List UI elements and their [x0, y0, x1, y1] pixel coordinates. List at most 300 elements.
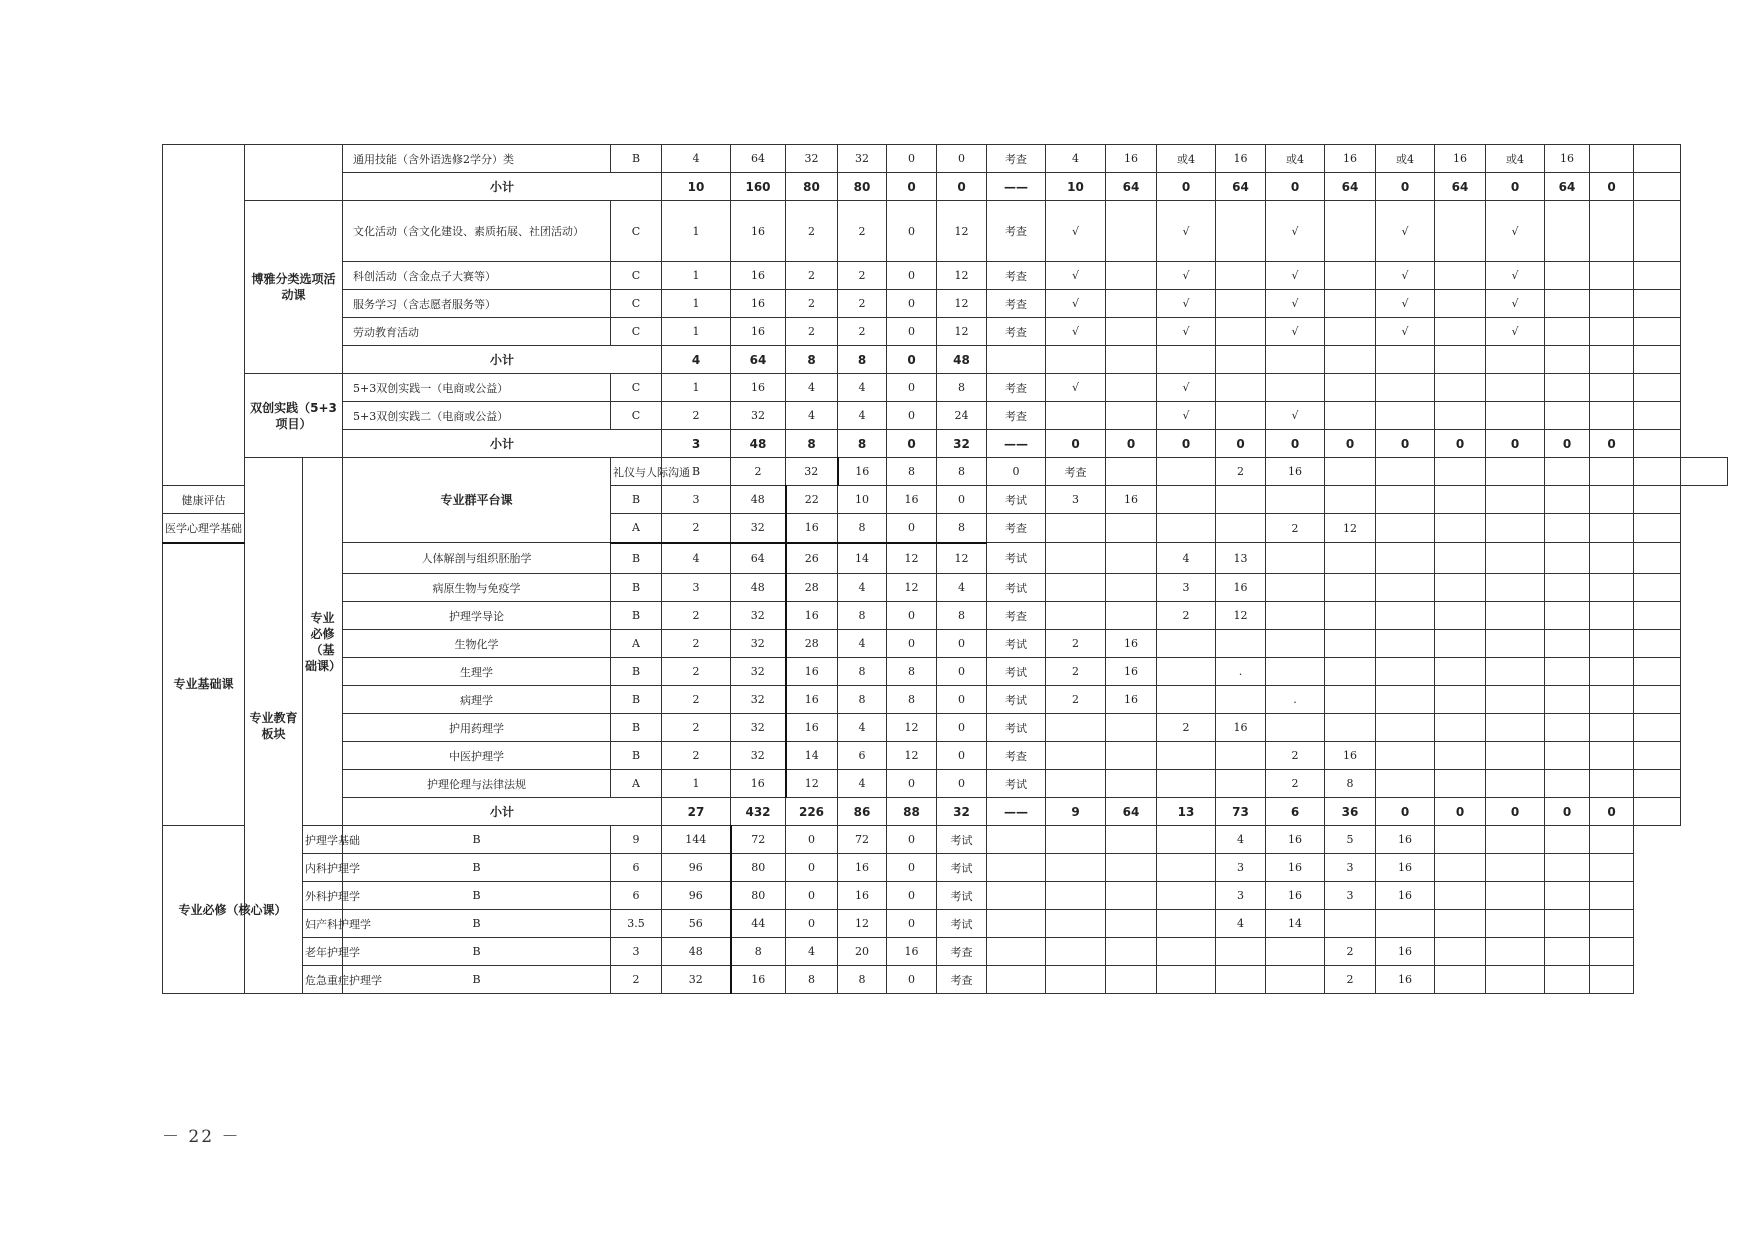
data-cell: 3 [1216, 882, 1266, 910]
data-cell [1157, 742, 1216, 770]
data-cell: √ [1486, 290, 1545, 318]
data-cell: 考查 [987, 514, 1046, 543]
table-row [163, 145, 1728, 173]
data-cell: 2 [838, 262, 887, 290]
data-cell [1325, 374, 1376, 402]
data-cell: 0 [887, 290, 937, 318]
data-cell [1486, 374, 1545, 402]
data-cell [1106, 854, 1157, 882]
data-cell [1435, 882, 1486, 910]
page-number: － 22 － [162, 1127, 241, 1147]
data-cell [1545, 938, 1590, 966]
data-cell: 12 [1325, 514, 1376, 543]
data-cell [1435, 201, 1486, 262]
data-cell: 16 [731, 966, 786, 994]
data-cell: 144 [662, 826, 731, 854]
data-cell [987, 882, 1046, 910]
data-cell: 16 [731, 262, 786, 290]
data-cell: 0 [1325, 430, 1376, 458]
data-cell: C [611, 262, 662, 290]
data-cell [1634, 602, 1681, 630]
data-cell [1157, 514, 1216, 543]
data-cell: 2 [786, 318, 838, 346]
data-cell: 32 [731, 514, 786, 543]
data-cell [1325, 262, 1376, 290]
data-cell: 0 [1486, 173, 1545, 201]
data-cell [1545, 966, 1590, 994]
data-cell [1046, 826, 1106, 854]
course-name: 老年护理学 [303, 938, 343, 966]
data-cell: 64 [731, 543, 786, 574]
data-cell [1486, 826, 1545, 854]
data-cell [1545, 514, 1590, 543]
data-cell: 考试 [937, 826, 987, 854]
data-cell: 3 [662, 486, 731, 514]
data-cell [1681, 458, 1728, 486]
data-cell: 16 [1435, 145, 1486, 173]
data-cell [1106, 346, 1157, 374]
data-cell [1590, 826, 1634, 854]
data-cell [1486, 770, 1545, 798]
table-row [163, 262, 1728, 290]
data-cell: B [611, 145, 662, 173]
data-cell [1325, 346, 1376, 374]
data-cell [1046, 882, 1106, 910]
data-cell [1046, 938, 1106, 966]
data-cell: 考查 [987, 374, 1046, 402]
data-cell: 4 [1216, 910, 1266, 938]
data-cell: 0 [1376, 798, 1435, 826]
data-cell: 80 [838, 173, 887, 201]
sub-label-qun: 专业群平台课 [343, 458, 611, 543]
data-cell: 0 [937, 770, 987, 798]
data-cell: 64 [1216, 173, 1266, 201]
table-row [163, 658, 1728, 686]
data-cell: 3 [662, 574, 731, 602]
data-cell [1634, 290, 1681, 318]
data-cell [1435, 374, 1486, 402]
data-cell [1376, 514, 1435, 543]
data-cell [1106, 742, 1157, 770]
data-cell [1216, 630, 1266, 658]
data-cell [1325, 458, 1376, 486]
data-cell: 16 [1106, 658, 1157, 686]
data-cell [1216, 486, 1266, 514]
data-cell: 16 [887, 938, 937, 966]
data-cell [1216, 938, 1266, 966]
data-cell [1634, 686, 1681, 714]
data-cell: 8 [937, 514, 987, 543]
data-cell [1376, 658, 1435, 686]
data-cell [1266, 630, 1325, 658]
table-row [163, 543, 1728, 574]
data-cell: 73 [1216, 798, 1266, 826]
data-cell: 0 [1106, 430, 1157, 458]
data-cell [1266, 658, 1325, 686]
data-cell [1435, 602, 1486, 630]
group-label-shuangchuang: 双创实践（5+3项目） [245, 374, 343, 458]
data-cell: 16 [887, 486, 937, 514]
data-cell [1590, 402, 1634, 430]
data-cell [1435, 630, 1486, 658]
data-cell [1106, 374, 1157, 402]
data-cell: 6 [838, 742, 887, 770]
data-cell: 16 [1106, 686, 1157, 714]
data-cell [1545, 458, 1590, 486]
data-cell [1590, 854, 1634, 882]
data-cell [1590, 882, 1634, 910]
data-cell [1590, 458, 1634, 486]
data-cell: 12 [937, 318, 987, 346]
table-row [163, 574, 1728, 602]
data-cell [1216, 262, 1266, 290]
data-cell: 10 [662, 173, 731, 201]
table-row [163, 290, 1728, 318]
data-cell: 20 [838, 938, 887, 966]
data-cell: 4 [838, 630, 887, 658]
data-cell [1435, 770, 1486, 798]
data-cell: 9 [1046, 798, 1106, 826]
data-cell [1106, 882, 1157, 910]
data-cell: 8 [838, 602, 887, 630]
data-cell [1046, 574, 1106, 602]
course-name: 科创活动（含金点子大赛等） [343, 262, 611, 290]
table-row [163, 173, 1728, 201]
table-row [163, 826, 1728, 854]
data-cell: √ [1376, 201, 1435, 262]
data-cell: 16 [1376, 854, 1435, 882]
data-cell [1046, 402, 1106, 430]
data-cell: 或4 [1157, 145, 1216, 173]
subtotal-label: 小计 [343, 798, 662, 826]
data-cell [1590, 938, 1634, 966]
data-cell [1486, 402, 1545, 430]
data-cell: 0 [887, 966, 937, 994]
data-cell: 12 [786, 770, 838, 798]
data-cell: 考试 [937, 882, 987, 910]
data-cell [1157, 630, 1216, 658]
data-cell [1545, 346, 1590, 374]
data-cell: 24 [937, 402, 987, 430]
data-cell [1435, 966, 1486, 994]
data-cell [1376, 686, 1435, 714]
table-body [163, 145, 1728, 994]
data-cell [1325, 574, 1376, 602]
data-cell [1216, 966, 1266, 994]
data-cell [1590, 201, 1634, 262]
data-cell: 0 [887, 402, 937, 430]
data-cell: B [611, 686, 662, 714]
data-cell: 16 [1545, 145, 1590, 173]
data-cell [1634, 798, 1681, 826]
data-cell [1157, 854, 1216, 882]
data-cell: 86 [838, 798, 887, 826]
data-cell: 32 [731, 658, 786, 686]
course-name: 文化活动（含文化建设、素质拓展、社团活动） [343, 201, 611, 262]
data-cell: 考试 [987, 770, 1046, 798]
data-cell: B [611, 602, 662, 630]
data-cell [1590, 770, 1634, 798]
data-cell: 考查 [987, 262, 1046, 290]
data-cell [1634, 514, 1681, 543]
group-label-hexin: 专业必修（核心课） [163, 826, 303, 994]
data-cell: 0 [1590, 798, 1634, 826]
data-cell: 72 [838, 826, 887, 854]
course-name: 病原生物与免疫学 [343, 574, 611, 602]
data-cell: 48 [731, 430, 786, 458]
data-cell: 考试 [987, 574, 1046, 602]
data-cell: 0 [1435, 798, 1486, 826]
data-cell: 32 [731, 686, 786, 714]
data-cell: 4 [786, 402, 838, 430]
data-cell [1590, 658, 1634, 686]
data-cell: 64 [1325, 173, 1376, 201]
data-cell: 0 [937, 145, 987, 173]
data-cell: 44 [731, 910, 786, 938]
data-cell [1435, 714, 1486, 742]
table-row [163, 374, 1728, 402]
data-cell: 2 [611, 966, 662, 994]
data-cell [1216, 770, 1266, 798]
data-cell [1545, 770, 1590, 798]
data-cell: C [611, 290, 662, 318]
data-cell: 48 [662, 938, 731, 966]
data-cell [1590, 318, 1634, 346]
data-cell: 226 [786, 798, 838, 826]
data-cell [1634, 173, 1681, 201]
data-cell: √ [1157, 201, 1216, 262]
data-cell [1106, 966, 1157, 994]
data-cell [1545, 686, 1590, 714]
data-cell [1486, 346, 1545, 374]
data-cell: 32 [786, 145, 838, 173]
data-cell [1634, 658, 1681, 686]
data-cell: 32 [786, 458, 838, 486]
data-cell: 2 [662, 742, 731, 770]
data-cell: 3 [1325, 882, 1376, 910]
data-cell: 10 [838, 486, 887, 514]
data-cell [1435, 458, 1486, 486]
data-cell [1376, 346, 1435, 374]
data-cell: 16 [838, 458, 887, 486]
data-cell [1106, 514, 1157, 543]
data-cell [1634, 201, 1681, 262]
data-cell [1435, 290, 1486, 318]
data-cell [1545, 630, 1590, 658]
data-cell [1590, 630, 1634, 658]
data-cell: 0 [1435, 430, 1486, 458]
data-cell: 2 [1325, 966, 1376, 994]
data-cell: 考试 [987, 686, 1046, 714]
data-cell: 36 [1325, 798, 1376, 826]
data-cell: 0 [1376, 430, 1435, 458]
data-cell: 4 [662, 346, 731, 374]
data-cell [1046, 602, 1106, 630]
data-cell [1634, 458, 1681, 486]
data-cell: 80 [786, 173, 838, 201]
data-cell [1216, 402, 1266, 430]
data-cell [1376, 458, 1435, 486]
data-cell: 0 [786, 826, 838, 854]
data-cell: 12 [838, 910, 887, 938]
data-cell: 2 [786, 201, 838, 262]
data-cell: 80 [731, 854, 786, 882]
data-cell: 48 [731, 486, 786, 514]
data-cell [1634, 430, 1681, 458]
data-cell: . [1216, 658, 1266, 686]
data-cell: √ [1266, 201, 1325, 262]
data-cell: 2 [1325, 938, 1376, 966]
data-cell: 4 [662, 543, 731, 574]
data-cell: 0 [1486, 798, 1545, 826]
sub-label-jichuke: 专业基础课 [163, 543, 245, 826]
data-cell [1157, 770, 1216, 798]
data-cell: 考试 [987, 714, 1046, 742]
data-cell: √ [1376, 290, 1435, 318]
data-cell: C [611, 402, 662, 430]
data-cell [1046, 346, 1106, 374]
data-cell [1545, 543, 1590, 574]
data-cell: 3 [1325, 854, 1376, 882]
data-cell: 2 [1046, 630, 1106, 658]
data-cell [1435, 318, 1486, 346]
data-cell: 32 [731, 630, 786, 658]
data-cell: 考试 [987, 658, 1046, 686]
data-cell [1435, 938, 1486, 966]
data-cell: 2 [662, 630, 731, 658]
data-cell: 0 [887, 430, 937, 458]
data-cell: 16 [1106, 630, 1157, 658]
data-cell [1325, 486, 1376, 514]
data-cell: 12 [887, 574, 937, 602]
data-cell: 16 [1325, 145, 1376, 173]
data-cell [1325, 630, 1376, 658]
data-cell: √ [1486, 201, 1545, 262]
data-cell: 64 [1106, 798, 1157, 826]
data-cell [1486, 543, 1545, 574]
data-cell [1435, 543, 1486, 574]
data-cell: 160 [731, 173, 786, 201]
data-cell: 8 [887, 686, 937, 714]
data-cell [1634, 714, 1681, 742]
data-cell: √ [1157, 374, 1216, 402]
data-cell [1106, 318, 1157, 346]
data-cell: 考查 [1046, 458, 1106, 486]
data-cell: B [343, 938, 611, 966]
data-cell: 4 [838, 574, 887, 602]
data-cell: 96 [662, 854, 731, 882]
data-cell [1545, 318, 1590, 346]
data-cell: 0 [786, 854, 838, 882]
module-label-zhuanye: 专业教育板块 [245, 458, 303, 994]
data-cell [1325, 543, 1376, 574]
data-cell: B [611, 486, 662, 514]
data-cell [1545, 854, 1590, 882]
data-cell [1266, 486, 1325, 514]
data-cell: 16 [1216, 714, 1266, 742]
data-cell: 2 [1046, 658, 1106, 686]
data-cell: 考查 [987, 318, 1046, 346]
data-cell: 8 [887, 458, 937, 486]
table-row [163, 882, 1728, 910]
data-cell: √ [1046, 201, 1106, 262]
data-cell [1046, 514, 1106, 543]
data-cell [1486, 854, 1545, 882]
data-cell: 0 [937, 742, 987, 770]
data-cell: √ [1046, 374, 1106, 402]
data-cell: 8 [937, 458, 987, 486]
data-cell [1435, 910, 1486, 938]
data-cell: 48 [731, 574, 786, 602]
data-cell [1106, 826, 1157, 854]
data-cell: 4 [786, 374, 838, 402]
data-cell [1266, 374, 1325, 402]
data-cell: 16 [1266, 458, 1325, 486]
course-name: 生物化学 [343, 630, 611, 658]
data-cell: 1 [662, 318, 731, 346]
data-cell [987, 346, 1046, 374]
group-label-boya: 博雅分类选项活动课 [245, 201, 343, 374]
data-cell [1435, 486, 1486, 514]
data-cell [1486, 602, 1545, 630]
data-cell: 0 [937, 714, 987, 742]
data-cell [1376, 486, 1435, 514]
data-cell [1634, 374, 1681, 402]
data-cell: 12 [1216, 602, 1266, 630]
course-name: 中医护理学 [343, 742, 611, 770]
data-cell: 1 [662, 262, 731, 290]
data-cell [1545, 602, 1590, 630]
data-cell [1106, 602, 1157, 630]
table-row [163, 318, 1728, 346]
course-name: 劳动教育活动 [343, 318, 611, 346]
data-cell: 12 [937, 290, 987, 318]
data-cell: 8 [937, 374, 987, 402]
data-cell: 0 [887, 770, 937, 798]
data-cell [1216, 514, 1266, 543]
data-cell: 考查 [937, 938, 987, 966]
data-cell: A [611, 630, 662, 658]
data-cell [1486, 686, 1545, 714]
data-cell: 16 [1376, 966, 1435, 994]
data-cell: √ [1376, 318, 1435, 346]
data-cell [1435, 826, 1486, 854]
course-name: 妇产科护理学 [303, 910, 343, 938]
data-cell: 3 [1046, 486, 1106, 514]
data-cell: 0 [937, 686, 987, 714]
table-row [163, 966, 1728, 994]
data-cell [987, 826, 1046, 854]
data-cell: 考查 [987, 201, 1046, 262]
data-cell: 32 [731, 742, 786, 770]
data-cell [1325, 318, 1376, 346]
data-cell [1106, 770, 1157, 798]
data-cell [1266, 938, 1325, 966]
data-cell: 56 [662, 910, 731, 938]
data-cell: 32 [838, 145, 887, 173]
data-cell [987, 910, 1046, 938]
data-cell [1634, 770, 1681, 798]
data-cell [1590, 602, 1634, 630]
data-cell: 4 [1046, 145, 1106, 173]
data-cell: 8 [937, 602, 987, 630]
data-cell [1216, 201, 1266, 262]
data-cell: 28 [786, 630, 838, 658]
data-cell [1545, 910, 1590, 938]
data-cell [1590, 374, 1634, 402]
data-cell: 4 [662, 145, 731, 173]
data-cell: 0 [1590, 173, 1634, 201]
